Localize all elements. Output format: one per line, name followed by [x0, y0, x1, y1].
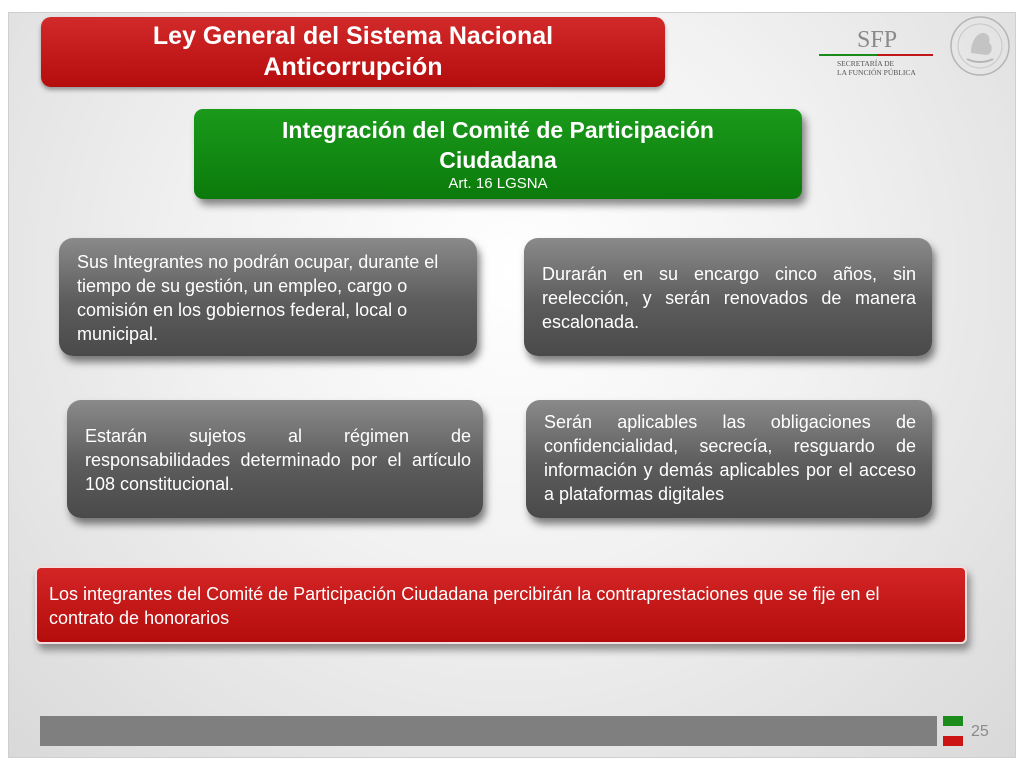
sfp-logo	[817, 23, 937, 83]
title-line-2: Anticorrupción	[263, 53, 443, 81]
info-box-text: Serán aplicables las obligaciones de confidencialidad, secrecía, resguardo de información y demás aplicables por el acceso a plataformas digitales	[544, 412, 916, 504]
subtitle-line-1: Integración del Comité de Participación	[282, 117, 714, 143]
logo-text: SFP	[857, 27, 898, 53]
info-box-4	[526, 400, 932, 518]
section-subtitle	[194, 109, 802, 199]
info-box-text: Durarán en su encargo cinco años, sin reelección, y serán renovados de manera escalonada.	[542, 264, 916, 332]
flag-icon	[943, 716, 963, 746]
info-box-text: Sus Integrantes no podrán ocupar, durante el tiempo de su gestión, un empleo, cargo o comisión en los gobiernos federal, local o municipal.	[77, 252, 439, 344]
compensation-note	[35, 566, 967, 644]
note-text: Los integrantes del Comité de Participación Ciudadana percibirán la contraprestaciones que se fije en el contrato de honorarios	[49, 584, 880, 628]
slide-title	[41, 17, 665, 87]
info-box-text: Estarán sujetos al régimen de responsabilidades determinado por el artículo 108 constitucional.	[85, 426, 471, 494]
subtitle-line-2: Ciudadana	[439, 147, 557, 173]
subtitle-reference: Art. 16 LGSNA	[448, 175, 548, 192]
logo-subtext-1: SECRETARÍA DE	[837, 59, 895, 68]
logo-subtext-2: LA FUNCIÓN PÚBLICA	[837, 68, 916, 77]
mexico-coat-of-arms-icon	[949, 15, 1011, 77]
info-box-2	[524, 238, 932, 356]
footer-bar	[40, 716, 937, 746]
page-number: 25	[971, 723, 989, 740]
slide	[8, 12, 1016, 758]
info-box-3	[67, 400, 483, 518]
info-box-1	[59, 238, 477, 356]
title-line-1: Ley General del Sistema Nacional	[152, 22, 554, 50]
